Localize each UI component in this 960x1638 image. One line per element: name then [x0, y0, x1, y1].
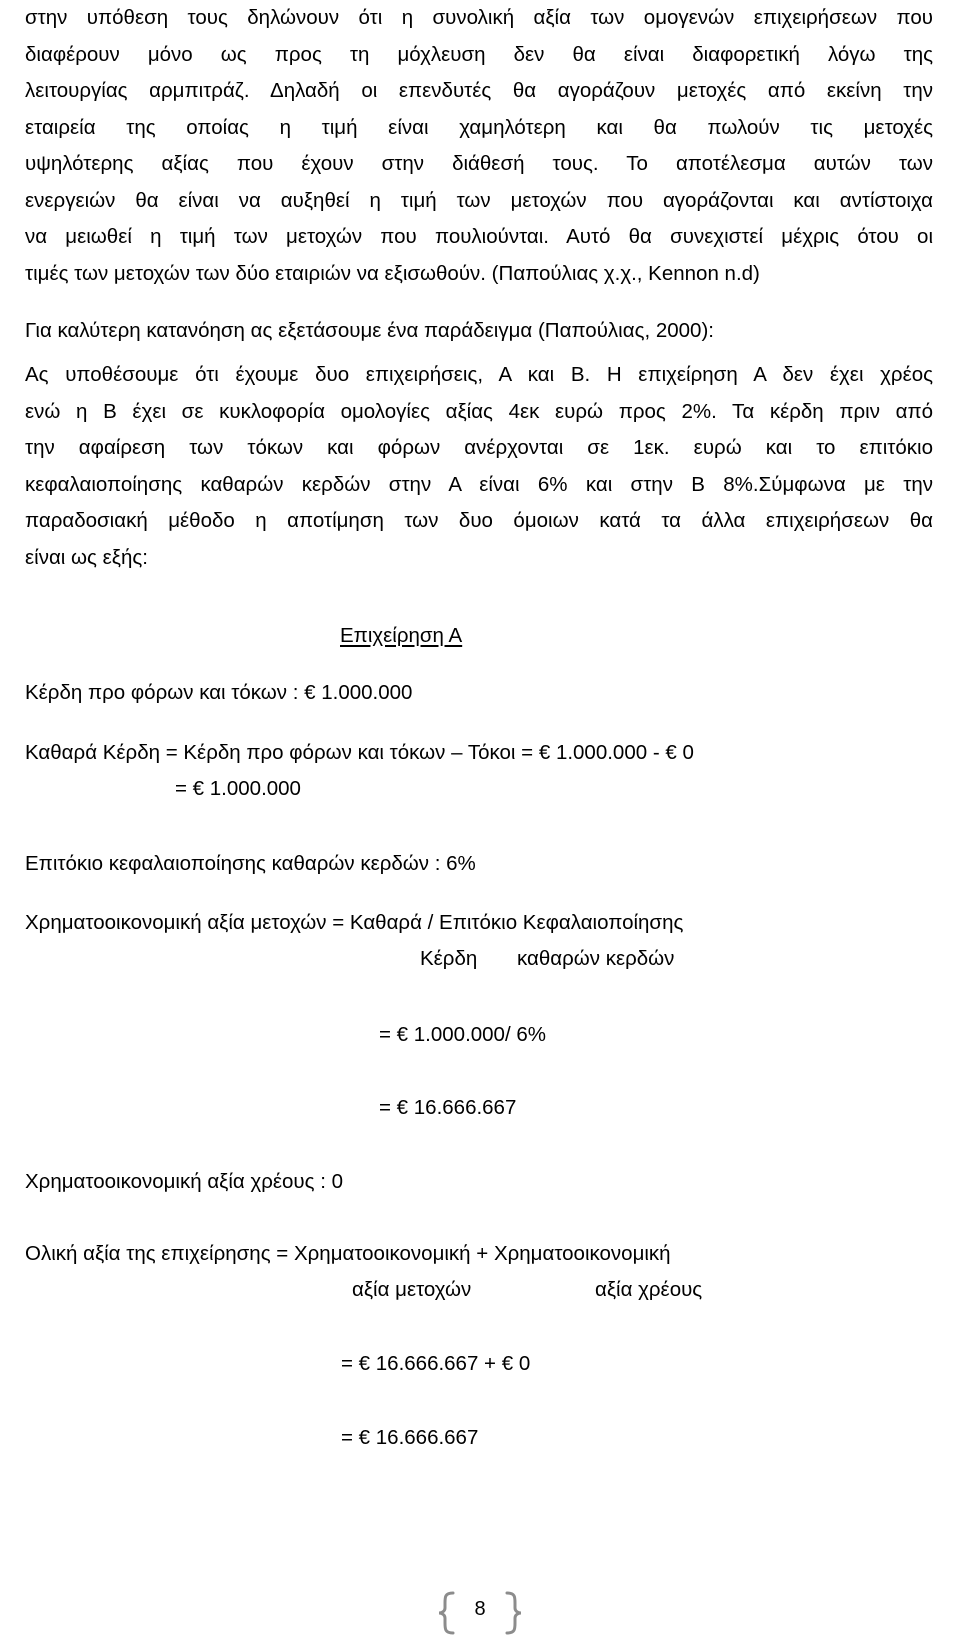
total-formula-subtext: αξία χρέους [595, 1278, 703, 1301]
total-step-1: = € 16.666.667 + € 0 [341, 1352, 531, 1375]
left-brace-icon [436, 1591, 456, 1635]
capitalization-rate: Επιτόκιο κεφαλαιοποίησης καθαρών κερδών : 6% [25, 852, 476, 875]
total-formula-subtext: αξία μετοχών [352, 1278, 472, 1301]
equity-formula-subtext: καθαρών κερδών [517, 947, 675, 970]
paragraph-line: λειτουργίας αρμπιτράζ. Δηλαδή οι επενδυτές θα αγοράζουν μετοχές από εκείνη την [25, 79, 933, 102]
paragraph-line: είναι ως εξής: [25, 545, 148, 569]
paragraph-line: διαφέρουν μόνο ως προς τη μόχλευση δεν θα είναι διαφορετική λόγω της [25, 42, 933, 66]
paragraph-1 [25, 0, 933, 292]
equity-step-1: = € 1.000.000/ 6% [379, 1023, 546, 1046]
paragraph-line: να μειωθεί η τιμή των μετοχών που πουλιούνται. Αυτό θα συνεχιστεί μέχρις ότου οι [25, 225, 933, 248]
paragraph-line: ενεργειών θα είναι να αυξηθεί η τιμή των μετοχών που αγοράζονται και αντίστοιχα [25, 188, 933, 212]
equity-formula-subtext: Κέρδη [420, 947, 478, 970]
net-earnings-formula: Καθαρά Κέρδη = Κέρδη προ φόρων και τόκων – Τόκοι = € 1.000.000 - € 0 [25, 741, 694, 764]
paragraph-line: κεφαλαιοποίησης καθαρών κερδών στην Α είναι 6% και στην Β 8%.Σύμφωνα με την [25, 472, 933, 496]
earnings-before-tax: Κέρδη προ φόρων και τόκων : € 1.000.000 [25, 681, 413, 704]
net-earnings-result: = € 1.000.000 [175, 777, 301, 800]
paragraph-line: ενώ η Β έχει σε κυκλοφορία ομολογίες αξίας 4εκ ευρώ προς 2%. Τα κέρδη πριν από [25, 399, 933, 423]
section-heading: Επιχείρηση Α [340, 624, 463, 647]
equity-step-2: = € 16.666.667 [379, 1096, 517, 1119]
paragraph-line: παραδοσιακή μέθοδο η αποτίμηση των δυο όμοιων κατά τα άλλα επιχειρήσεων θα [25, 509, 933, 532]
intro-line: Για καλύτερη κατανόηση ας εξετάσουμε ένα παράδειγμα (Παπούλιας, 2000): [25, 319, 714, 342]
paragraph-2 [25, 357, 933, 576]
page-number: 8 [474, 1598, 486, 1620]
total-step-2: = € 16.666.667 [341, 1426, 479, 1449]
equity-value-formula: Χρηματοοικονομική αξία μετοχών = Καθαρά / Επιτόκιο Κεφαλαιοποίησης [25, 911, 684, 934]
paragraph-line: εταιρεία της οποίας η τιμή είναι χαμηλότερη και θα πωλούν τις μετοχές [25, 115, 933, 139]
paragraph-line: τιμές των μετοχών των δύο εταιριών να εξισωθούν. (Παπούλιας χ.χ., Kennon n.d) [25, 261, 760, 285]
paragraph-line: υψηλότερης αξίας που έχουν στην διάθεσή τους. Το αποτέλεσμα αυτών των [25, 152, 933, 175]
total-value-formula: Ολική αξία της επιχείρησης = Χρηματοοικονομική + Χρηματοοικονομική [25, 1242, 671, 1265]
paragraph-line: την αφαίρεση των τόκων και φόρων ανέρχονται σε 1εκ. ευρώ και το επιτόκιο [25, 436, 933, 459]
paragraph-line: στην υπόθεση τους δηλώνουν ότι η συνολική αξία των ομογενών επιχειρήσεων που [25, 6, 933, 29]
right-brace-icon [504, 1591, 524, 1635]
paragraph-line: Ας υποθέσουμε ότι έχουμε δυο επιχειρήσεις, Α και Β. Η επιχείρηση Α δεν έχει χρέος [25, 363, 933, 386]
debt-value: Χρηματοοικονομική αξία χρέους : 0 [25, 1170, 344, 1193]
